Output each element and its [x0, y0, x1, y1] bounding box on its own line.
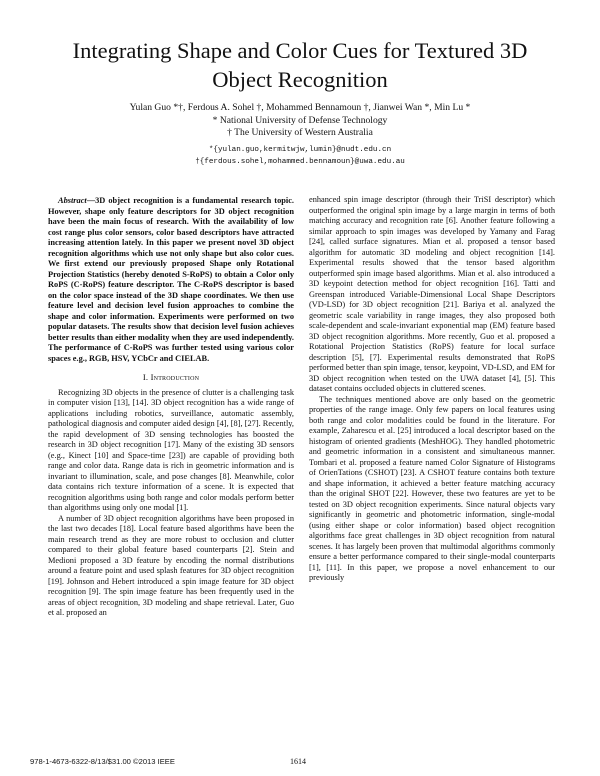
left-paragraph-2: A number of 3D object recognition algorithms have been proposed in the last two decades [18]. Local feature based algorithms have been the main research trend as they are more robust to occlusion and clutter compared to their global feature based counterparts [2]. Stein and Medioni proposed a 3D feature by encoding the normal distributions around a feature point and used splash features for 3D object recognition [19]. Johnson and Hebert introduced a spin image feature for 3D object recognition [9]. The spin image feature has been frequently used in the areas of object recognition, 3D modeling and shape retrieval. Later, Guo et al. proposed an — [48, 513, 294, 617]
left-paragraph-1: Recognizing 3D objects in the presence of clutter is a challenging task in computer vision [13], [14]. 3D object recognition has a wide range of applications including robotics, surveillance, automatic assembly, pathological diagnosis and computer aided design [4], [8], [27]. Recently, the rapid development of 3D sensing technologies has boosted the research in 3D object recognition [17]. Many of the existing 3D sensors (e.g., Kinect [10] and Space-time [23]) are capable of providing both range and color data. Range data is rich in geometric information and is invariant to illumination, scale, and pose changes [8]. Meanwhile, color data contains rich texture information of a scene. It is expected that recognition algorithms using both range and color modals perform better than algorithms using only one modal [1]. — [48, 387, 294, 512]
right-paragraph-1: enhanced spin image descriptor (through their TriSI descriptor) which outperformed the original spin image by a large margin in terms of both matching accuracy and recognition rate [6]. Another feature following a similar approach to spin images was developed by Yamany and Farag [24], called surface signatures. Mian et al. proposed a tensor based algorithm for automatic 3D modeling and object recognition [14]. Experimental results showed that the tensor based algorithm outperformed spin image based algorithms. Mian et al. also introduced a 3D keypoint detection method for object recognition [16]. Tatti and Greenspan introduced Variable-Dimensional Local Shape Descriptors (VD-LSD) for 3D object recognition [21]. Bariya et al. analyzed the geometric scale variability in range images, they also proposed both scale-dependent and scale-invariant exponential map (EM) feature based 3D object recognition algorithms. More recently, Guo et al. proposed a Rotational Projection Statistics (RoPS) feature for local surface description [5], [7]. Experimental results demonstrated that RoPS performed better than spin image, tensor, keypoint, VD-LSD, and EM for 3D object recognition when tested on the UWA dataset [4], [5]. This dataset contains occluded objects in cluttered scenes. — [309, 195, 555, 393]
abstract-lead: Abstract — [58, 196, 87, 205]
author-names: Yulan Guo *†, Ferdous A. Sohel †, Mohammed Bennamoun †, Jianwei Wan *, Min Lu * — [129, 102, 471, 113]
affiliation-2: † The University of Western Australia — [227, 127, 373, 138]
abstract-text: —3D object recognition is a fundamental research topic. However, shape only feature descriptors for 3D object recognition have been the main focus of research. With the availability of low cost range plus color sensors, color based descriptors have attracted increasing attention lately. In this paper we present novel 3D object recognition algorithms which use not only shape but also color cues. We first extend our previously proposed Shape only Rotational Projection Statistics (hereby denoted S-RoPS) to obtain a Color only RoPS (C-RoPS) feature descriptor. The C-RoPS descriptor is based on the color space instead of the 3D shape coordinates. We then use feature level and decision level fusion approaches to combine the shape and color information. Experiments were performed on two popular datasets. The results show that decision level fusion achieves better results than either modality when they are used independently. The performance of C-RoPS was further tested using various color spaces e.g., RGB, HSV, YCbCr and CIELAB. — [48, 196, 294, 363]
abstract — [48, 196, 294, 364]
left-column — [48, 196, 294, 619]
email-1: *{yulan.guo,kermitwjw,lumin}@nudt.edu.cn — [208, 145, 392, 154]
section-number: I. — [142, 372, 149, 382]
right-column — [309, 195, 555, 584]
footer-page-number: 1614 — [290, 757, 306, 766]
footer-isbn: 978-1-4673-6322-8/13/$31.00 ©2013 IEEE — [30, 757, 175, 766]
affiliation-1: * National University of Defense Technology — [212, 114, 388, 126]
section-heading-introduction — [48, 372, 294, 383]
right-paragraph-2: The techniques mentioned above are only based on the geometric properties of the range image. Only few papers on local features using both range and color modalities could be found in the literature. For example, Zaharescu et al. [25] introduced a local descriptor based on the histogram of oriented gradients (MeshHOG). They handled photometric and geometric information in a consistent and simultaneous manner. Tombari et al. proposed a feature named Color Signature of Histograms of OrienTations (CSHOT) [23]. A CSHOT feature contains both texture and shape information, it achieved a better feature matching accuracy than the original SHOT [22]. However, these two features are yet to be tested on 3D object recognition experiments. Since natural objects vary significantly in geometric and photometric information, single-modal (using either shape or color information) based object recognition algorithms face great challenges in 3D object recognition from natural scenes. It has largely been proven that multimodal algorithms commonly ensure a better performance compared to their single-modal counterparts [1], [11]. In this paper, we propose a novel enhancement to our previously — [309, 394, 555, 582]
paper-title: Integrating Shape and Color Cues for Textured 3D Object Recognition — [72, 38, 528, 92]
email-2: †{ferdous.sohel,mohammed.bennamoun}@uwa.edu.au — [195, 158, 405, 166]
author-block — [40, 102, 560, 169]
section-title: Introduction — [150, 372, 200, 382]
